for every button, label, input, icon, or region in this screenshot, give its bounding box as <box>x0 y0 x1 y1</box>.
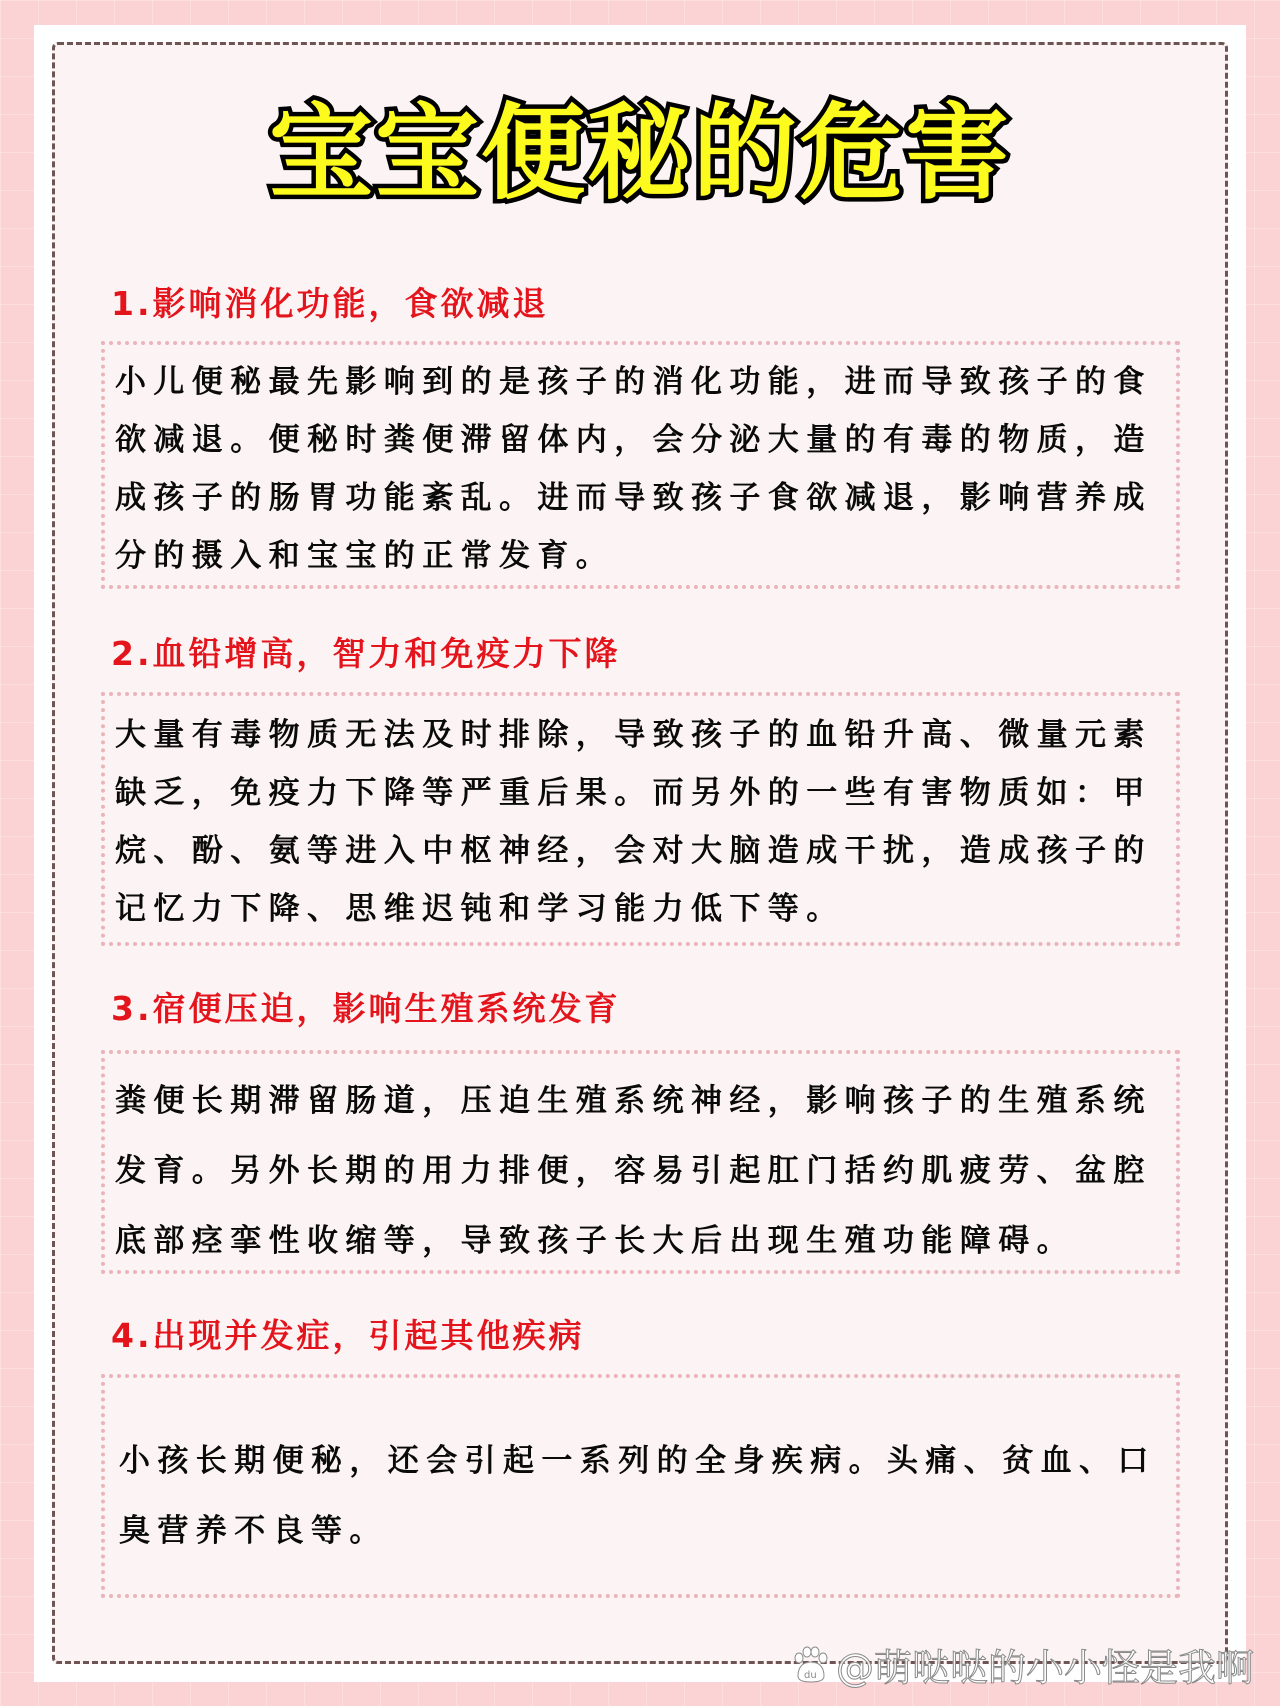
watermark <box>790 1637 1254 1692</box>
section-1-heading: 1.影响消化功能，食欲减退 <box>111 284 549 323</box>
section-3-heading: 3.宿便压迫，影响生殖系统发育 <box>111 989 621 1028</box>
section-2-box <box>101 692 1180 946</box>
section-1-body: 小儿便秘最先影响到的是孩子的消化功能，进而导致孩子的食欲减退。便秘时粪便滞留体内，会分泌大量的有毒的物质，造成孩子的肠胃功能紊乱。进而导致孩子食欲减退，影响营养成分的摄入和宝宝的正常发育。 <box>115 364 1152 574</box>
section-4-heading: 4.出现并发症，引起其他疾病 <box>111 1316 585 1355</box>
section-1-box <box>101 341 1180 589</box>
section-4-body: 小孩长期便秘，还会引起一系列的全身疾病。头痛、贫血、口臭营养不良等。 <box>119 1443 1156 1549</box>
baidu-paw-icon <box>790 1646 830 1684</box>
page-title: 宝宝便秘的危害 <box>268 92 1011 214</box>
section-4-box <box>101 1374 1180 1598</box>
watermark-text: @萌哒哒的小小怪是我啊 <box>836 1646 1255 1690</box>
section-2-body: 大量有毒物质无法及时排除，导致孩子的血铅升高、微量元素缺乏，免疫力下降等严重后果。而另外的一些有害物质如：甲烷、酚、氨等进入中枢神经，会对大脑造成干扰，造成孩子的记忆力下降、思维迟钝和学习能力低下等。 <box>115 717 1152 927</box>
section-3-body: 粪便长期滞留肠道，压迫生殖系统神经，影响孩子的生殖系统发育。另外长期的用力排便，容易引起肛门括约肌疲劳、盆腔底部痉挛性收缩等，导致孩子长大后出现生殖功能障碍。 <box>115 1083 1152 1259</box>
svg-text:du: du <box>804 1669 817 1681</box>
section-2-heading: 2.血铅增高，智力和免疫力下降 <box>111 634 621 673</box>
section-3-box <box>101 1050 1180 1274</box>
